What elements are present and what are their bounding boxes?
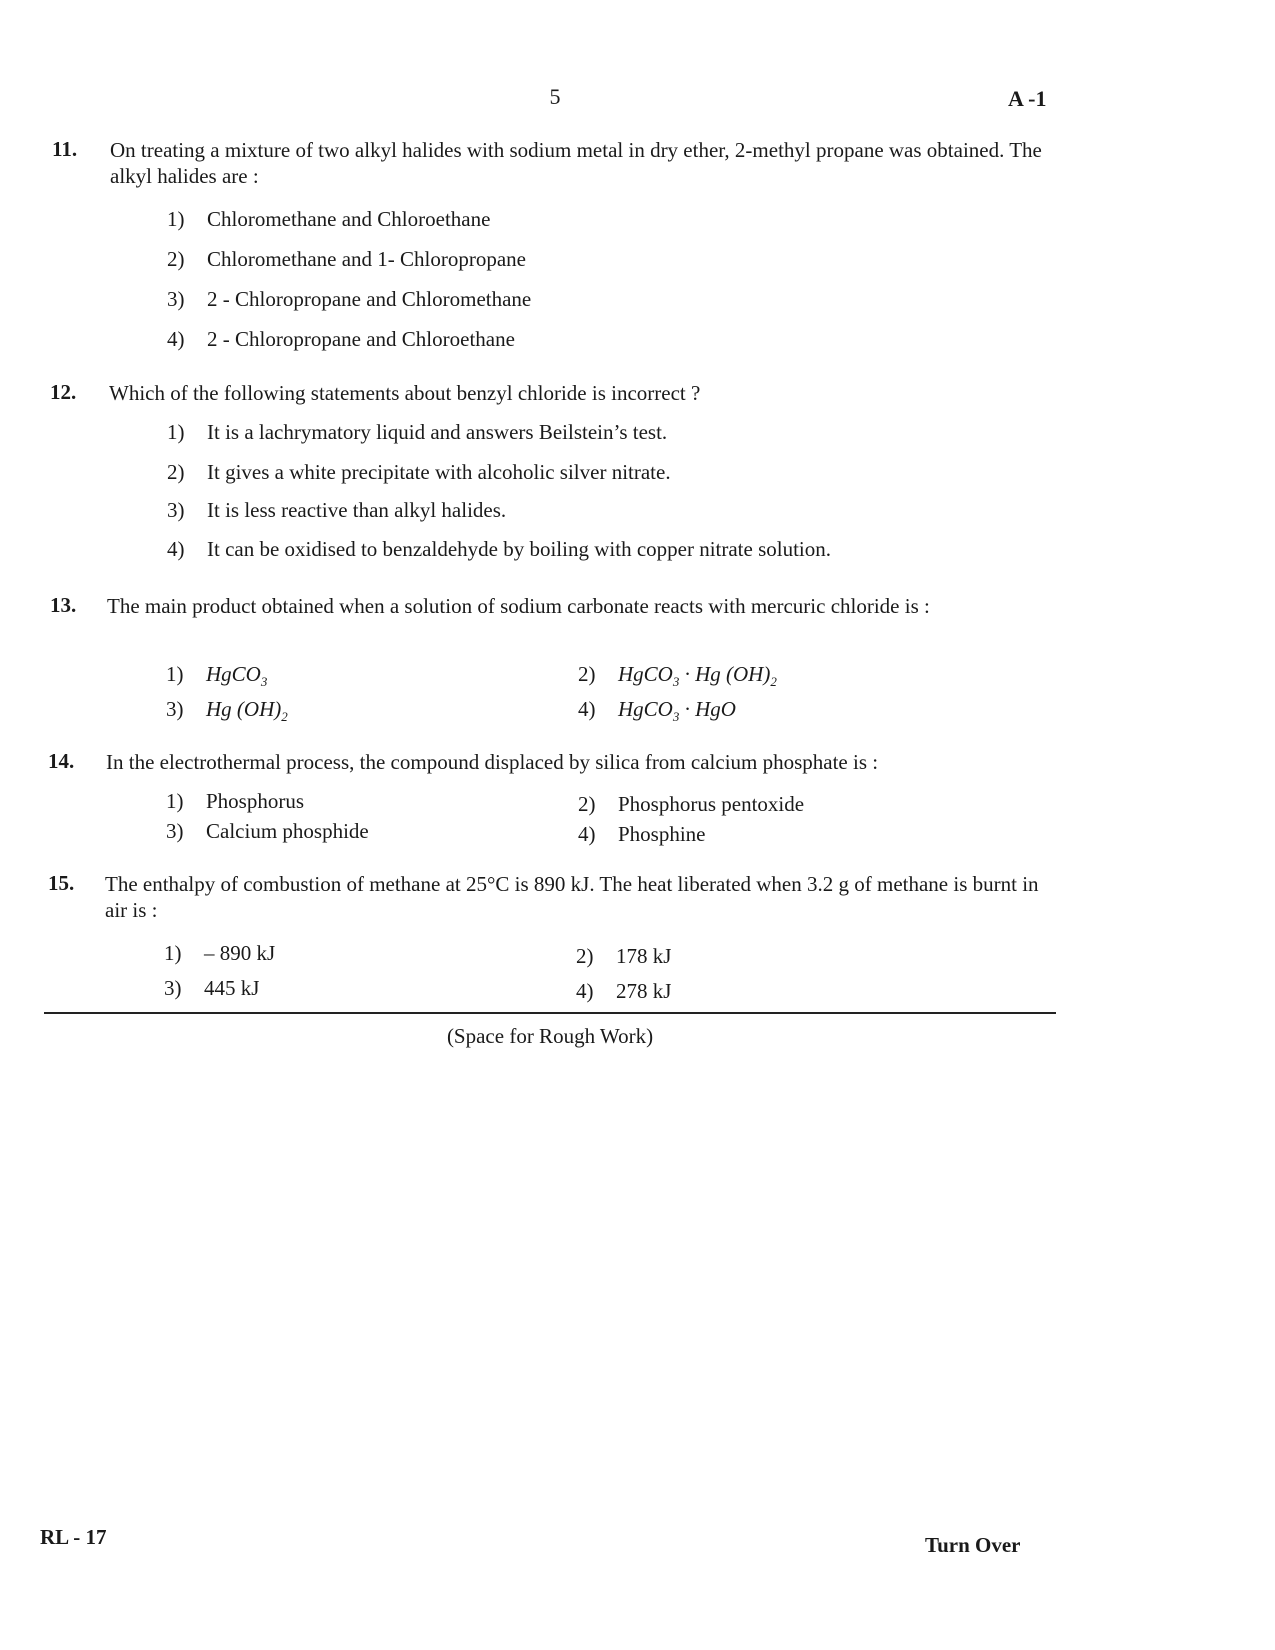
question-text-13: The main product obtained when a solution of sodium carbonate reacts with mercuric chloride is : (107, 594, 930, 618)
option-text: It is a lachrymatory liquid and answers Beilstein’s test. (207, 420, 668, 444)
option-number: 3) (166, 819, 184, 843)
option-text: Phosphine (618, 822, 706, 846)
option-number: 3) (164, 976, 182, 1000)
question-number-12: 12. (50, 380, 77, 404)
question-text-11: On treating a mixture of two alkyl halides with sodium metal in dry ether, 2-methyl propane was obtained. The alkyl halides are : (110, 138, 1042, 188)
option-number: 2) (167, 460, 185, 484)
option-text: Phosphorus pentoxide (618, 792, 805, 816)
question-14-option-3 (166, 819, 369, 844)
option-text: Calcium phosphide (206, 819, 369, 843)
option-text: It is less reactive than alkyl halides. (207, 498, 507, 522)
option-text: It gives a white precipitate with alcoholic silver nitrate. (207, 460, 671, 484)
option-text: 2 - Chloropropane and Chloromethane (207, 287, 532, 311)
option-number: 3) (167, 498, 185, 522)
rough-work-label: (Space for Rough Work) (446, 1024, 654, 1048)
question-text-15: The enthalpy of combustion of methane at 25°C is 890 kJ. The heat liberated when 3.2 g of methane is burnt in air is : (105, 872, 1039, 922)
option-number: 1) (164, 941, 182, 965)
formula: HgCO$_3$ · HgO (618, 697, 736, 724)
option-text: 278 kJ (616, 979, 672, 1003)
option-text: 2 - Chloropropane and Chloroethane (207, 327, 515, 351)
question-15-option-2 (576, 944, 671, 969)
formula: HgCO$_3$ (206, 662, 268, 689)
option-number: 4) (578, 697, 596, 721)
question-11-option-4 (167, 327, 515, 352)
option-text: Phosphorus (206, 789, 305, 813)
question-number-11: 11. (52, 137, 78, 161)
option-text: Chloromethane and 1- Chloropropane (207, 247, 526, 271)
option-number: 2) (578, 792, 596, 816)
question-15-option-4 (576, 979, 671, 1004)
option-number: 2) (578, 662, 596, 686)
option-number: 2) (167, 247, 185, 271)
option-number: 4) (576, 979, 594, 1003)
option-text: 178 kJ (616, 944, 672, 968)
question-11-option-2 (167, 247, 526, 272)
option-number: 4) (167, 327, 185, 351)
question-number-13: 13. (50, 593, 77, 617)
question-14-option-4 (578, 822, 706, 847)
question-12-option-2 (167, 460, 671, 485)
option-number: 3) (166, 697, 184, 721)
option-text: – 890 kJ (204, 941, 276, 965)
question-14-option-1 (166, 789, 304, 814)
option-number: 1) (166, 789, 184, 813)
question-13-option-4 (578, 697, 736, 725)
question-13-option-2 (578, 662, 777, 690)
option-number: 4) (167, 537, 185, 561)
question-12-option-4 (167, 537, 831, 562)
option-text: 445 kJ (204, 976, 260, 1000)
turn-over-label: Turn Over (925, 1533, 1021, 1557)
question-15-option-3 (164, 976, 259, 1001)
option-number: 1) (166, 662, 184, 686)
option-number: 3) (167, 287, 185, 311)
question-15-option-1 (164, 941, 275, 966)
question-text-12: Which of the following statements about benzyl chloride is incorrect ? (109, 381, 701, 405)
paper-code: A -1 (1008, 86, 1047, 111)
question-number-14: 14. (48, 749, 75, 773)
option-number: 1) (167, 207, 185, 231)
formula: HgCO$_3$ · Hg $(OH)_2$ (618, 662, 777, 689)
question-14-option-2 (578, 792, 804, 817)
question-13-option-1 (166, 662, 267, 690)
divider-line (44, 1012, 1056, 1014)
option-number: 2) (576, 944, 594, 968)
question-13-option-3 (166, 697, 288, 725)
question-11-option-1 (167, 207, 490, 232)
question-12-option-3 (167, 498, 506, 523)
question-text-14: In the electrothermal process, the compound displaced by silica from calcium phosphate is : (106, 750, 879, 774)
question-12-option-1 (167, 420, 667, 445)
option-number: 4) (578, 822, 596, 846)
formula: Hg $(OH)_2$ (206, 697, 288, 724)
footer-code: RL - 17 (40, 1525, 107, 1549)
option-number: 1) (167, 420, 185, 444)
page-number: 5 (549, 84, 561, 109)
question-number-15: 15. (48, 871, 75, 895)
option-text: It can be oxidised to benzaldehyde by boiling with copper nitrate solution. (207, 537, 832, 561)
question-11-option-3 (167, 287, 531, 312)
option-text: Chloromethane and Chloroethane (207, 207, 491, 231)
